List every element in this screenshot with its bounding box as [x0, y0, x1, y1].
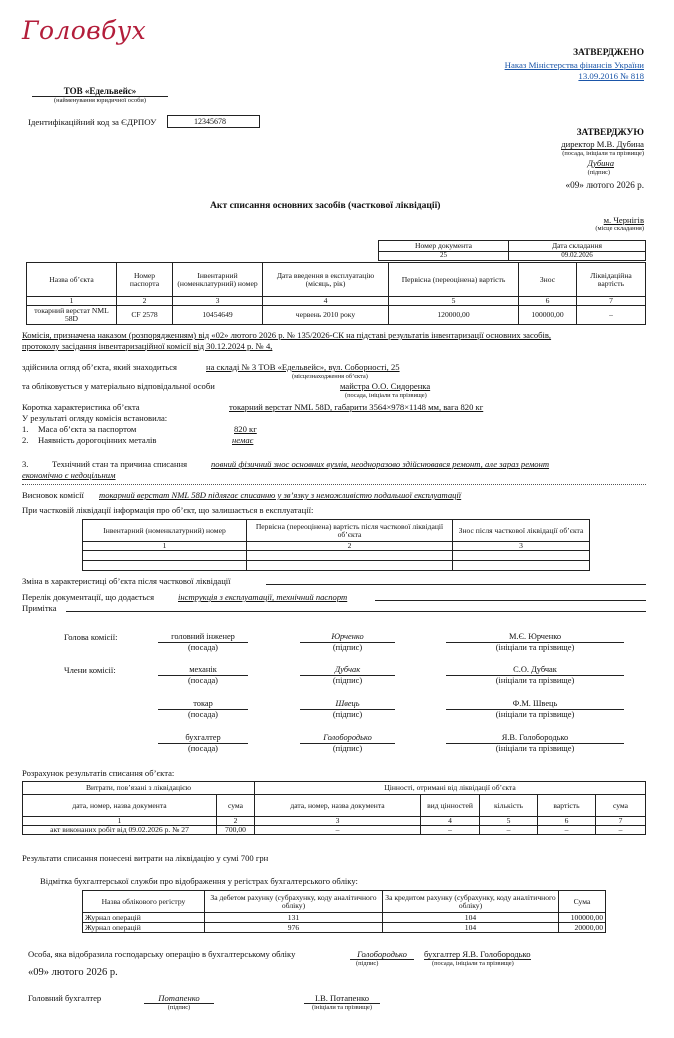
sig-sig-caption: (підпис) [332, 643, 363, 652]
sig-sig-3 [300, 699, 395, 719]
chief-label: Головний бухгалтер [28, 993, 102, 1003]
doc-date-value: 09.02.2026 [509, 252, 646, 261]
item3-value1: повний фізичний знос основних вузлів, неодноразово здійснювався ремонт, але зараз ремонт [211, 459, 550, 469]
note-label: Примітка [22, 603, 57, 613]
sig-pos-value: механік [158, 665, 248, 676]
main-header-liquidation: Ліквідаційна вартість [577, 263, 646, 297]
sig-pos-2 [158, 665, 248, 685]
partial-cell [453, 561, 590, 571]
partial-cell [83, 561, 247, 571]
main-num-5: 5 [389, 297, 519, 306]
calc-cell: – [538, 825, 596, 834]
main-cell-passport: CF 2578 [117, 306, 173, 325]
char-label: Коротка характеристика об’єкта [22, 402, 140, 412]
item2-value: немає [232, 435, 254, 445]
calc-cell: – [596, 825, 646, 834]
sig-name-caption: (ініціали та прізвище) [495, 643, 575, 652]
sig-pos-caption: (посада) [188, 710, 218, 719]
head-label: Голова комісії: [64, 632, 118, 642]
sig-name-value: Ф.М. Швець [446, 699, 624, 710]
item1-num: 1. [22, 424, 29, 434]
docs-label: Перелік документації, що додається [22, 592, 155, 602]
acc-header-register: Назва облікового регістру [83, 891, 205, 913]
partial-cell [247, 561, 453, 571]
main-header-cost: Первісна (переоцінена) вартість [389, 263, 519, 297]
partial-num-2: 2 [247, 542, 453, 551]
partial-cell [83, 551, 247, 561]
inspect-value: на складі № 3 ТОВ «Едельвейс», вул. Соборності, 25 [206, 362, 400, 372]
conclusion-label: Висновок комісії [22, 490, 84, 500]
doc-title: Акт списання основних засобів (часткової ліквідації) [210, 200, 441, 211]
calc-col-2: сума [217, 795, 255, 817]
changes-line [266, 584, 646, 585]
acc-cell-sum: 20000,00 [559, 923, 606, 933]
calc-col-1: дата, номер, назва документа [23, 795, 217, 817]
approve-signature: Дубина [587, 158, 614, 168]
doc-number-header: Номер документа [379, 241, 509, 252]
acc-cell-credit: 104 [383, 913, 559, 923]
calc-num: 6 [538, 817, 596, 826]
main-header-date: Дата введення в експлуатацію (місяць, рік) [263, 263, 389, 297]
acc-header-debit: За дебетом рахунку (субрахунку, коду аналітичного обліку) [205, 891, 383, 913]
partial-header-wear: Знос після часткової ліквідації об’єкта [453, 520, 590, 542]
calc-label: Розрахунок результатів списання об’єкта: [22, 768, 175, 778]
sig-pos-value: токар [158, 699, 248, 710]
calc-cell: акт виконаних робіт від 09.02.2026 р. № 27 [23, 825, 217, 834]
main-num-2: 2 [117, 297, 173, 306]
edrpou-label: Ідентифікаційний код за ЄДРПОУ [28, 117, 157, 127]
item3-value2: економічно є недоцільним [22, 470, 116, 480]
calc-col-6: вартість [538, 795, 596, 817]
sig-pos-1 [158, 632, 248, 652]
approve-title: ЗАТВЕРДЖУЮ [576, 128, 644, 138]
acc-cell-debit: 131 [205, 913, 383, 923]
approved-order-link[interactable]: Наказ Міністерства фінансів України [504, 60, 644, 70]
accounting-label: Відмітка бухгалтерської служби про відображення у регістрах бухгалтерського обліку: [40, 876, 358, 886]
inspect-label: здійснила огляд об’єкта, який знаходиться [22, 362, 177, 372]
logo: Головбух [22, 16, 147, 45]
calc-cell: – [421, 825, 480, 834]
sig-sig-caption: (підпис) [332, 710, 363, 719]
main-cell-cost: 120000,00 [389, 306, 519, 325]
docs-value: інструкція з експлуатації, технічний паспорт [178, 592, 348, 602]
main-num-7: 7 [577, 297, 646, 306]
sig-sig-caption: (підпис) [332, 744, 363, 753]
partial-num-3: 3 [453, 542, 590, 551]
partial-header-cost: Первісна (переоцінена) вартість після часткової ліквідації об’єкта [247, 520, 453, 542]
reflected-label: Особа, яка відобразила господарську операцію в бухгалтерському обліку [28, 949, 296, 959]
calc-cell: – [480, 825, 538, 834]
approved-order-date-link[interactable]: 13.09.2016 № 818 [578, 71, 644, 81]
main-header-passport: Номер паспорта [117, 263, 173, 297]
place-caption: (місце складання) [595, 225, 644, 232]
acc-cell-register: Журнал операцій [83, 923, 205, 933]
calc-col-4: вид цінностей [421, 795, 480, 817]
reflected-sig-caption: (підпис) [356, 960, 379, 967]
calc-col-7: сума [596, 795, 646, 817]
item1-value: 820 кг [234, 424, 257, 434]
calc-num: 4 [421, 817, 480, 826]
accounting-table [82, 890, 606, 933]
sig-name-1 [446, 632, 624, 652]
calc-num: 1 [23, 817, 217, 826]
sig-sig-2 [300, 665, 395, 685]
account-value: майстра О.О. Сидоренка [340, 381, 431, 391]
inspect-caption: (місцезнаходження об’єкта) [292, 373, 368, 380]
main-header-inventory: Інвентарний (номенклатурний) номер [173, 263, 263, 297]
chief-name: І.В. Потапенко [304, 993, 380, 1004]
sig-sig-caption: (підпис) [332, 676, 363, 685]
chief-sig: Потапенко [144, 993, 214, 1004]
sig-name-value: С.О. Дубчак [446, 665, 624, 676]
main-header-wear: Знос [519, 263, 577, 297]
main-cell-name: токарний верстат NML 58D [27, 306, 117, 325]
approve-signature-caption: (підпис) [587, 169, 610, 176]
calc-cell: 700,00 [217, 825, 255, 834]
main-table [26, 262, 646, 325]
item2-label: Наявність дорогоцінних металів [38, 435, 157, 445]
docs-line [375, 600, 646, 601]
members-label: Члени комісії: [64, 665, 116, 675]
divider-line [22, 484, 646, 485]
sig-pos-4 [158, 733, 248, 753]
sig-name-caption: (ініціали та прізвище) [495, 744, 575, 753]
sig-name-3 [446, 699, 624, 719]
sig-name-caption: (ініціали та прізвище) [495, 710, 575, 719]
note-line [66, 611, 646, 612]
reflected-name: бухгалтер Я.В. Голобородько [424, 949, 531, 959]
reflected-sig: Голобородько [350, 949, 414, 960]
account-caption: (посада, ініціали та прізвище) [345, 392, 427, 399]
main-cell-date: червень 2010 року [263, 306, 389, 325]
chief-sig-caption: (підпис) [167, 1004, 191, 1011]
partial-table [82, 519, 590, 571]
main-num-3: 3 [173, 297, 263, 306]
partial-label: При частковій ліквідації інформація про об’єкт, що залишається в експлуатації: [22, 505, 314, 515]
partial-cell [247, 551, 453, 561]
approve-who: директор М.В. Дубина [561, 139, 644, 149]
acc-header-credit: За кредитом рахунку (субрахунку, коду аналітичного обліку) [383, 891, 559, 913]
acc-cell-debit: 976 [205, 923, 383, 933]
doc-date-header: Дата складання [509, 241, 646, 252]
main-cell-wear: 100000,00 [519, 306, 577, 325]
reflected-date: «09» лютого 2026 р. [28, 967, 118, 978]
conclusion-value: токарний верстат NML 58D підлягає списанню у зв’язку з неможливістю подальшої експлуатації [99, 490, 462, 500]
acc-cell-register: Журнал операцій [83, 913, 205, 923]
sig-name-2 [446, 665, 624, 685]
sig-name-caption: (ініціали та прізвище) [495, 676, 575, 685]
sig-name-value: М.Є. Юрченко [446, 632, 624, 643]
approve-who-caption: (посада, ініціали та прізвище) [562, 150, 644, 157]
place: м. Чернігів [603, 215, 644, 225]
calc-num: 3 [255, 817, 421, 826]
doc-number-value: 25 [379, 252, 509, 261]
calc-num: 5 [480, 817, 538, 826]
calc-num: 2 [217, 817, 255, 826]
calc-num: 7 [596, 817, 646, 826]
sig-sig-1 [300, 632, 395, 652]
sig-pos-value: головний інженер [158, 632, 248, 643]
item1-label: Маса об’єкта за паспортом [38, 424, 137, 434]
commission-line1: Комісія, призначена наказом (розпорядженням) від «02» лютого 2026 р. № 135/2026-СК на підставі результатів інвентаризації основних засобів, [22, 330, 552, 340]
changes-label: Зміна в характеристиці об’єкта після часткової ліквідації [22, 576, 231, 586]
acc-header-sum: Сума [559, 891, 606, 913]
approve-date: «09» лютого 2026 р. [565, 180, 644, 190]
calc-col-3: дата, номер, назва документа [255, 795, 421, 817]
main-header-name: Назва об’єкта [27, 263, 117, 297]
calc-cell: – [255, 825, 421, 834]
calc-table [22, 781, 646, 835]
calc-values-header: Цінності, отримані від ліквідації об’єкта [255, 782, 646, 795]
sig-pos-caption: (посада) [188, 676, 218, 685]
main-cell-inventory: 10454649 [173, 306, 263, 325]
org-name-caption: (найменування юридичної особи) [54, 97, 146, 104]
main-cell-liquidation: – [577, 306, 646, 325]
account-label: та обліковується у матеріально відповідальної особи [22, 381, 215, 391]
reflected-name-caption: (посада, ініціали та прізвище) [432, 960, 514, 967]
item3-label: Технічний стан та причина списання [52, 459, 188, 469]
sig-pos-caption: (посада) [188, 744, 218, 753]
partial-header-inventory: Інвентарний (номенклатурний) номер [83, 520, 247, 542]
approved-title: ЗАТВЕРДЖЕНО [573, 48, 644, 58]
found-label: У результаті огляду комісія встановила: [22, 413, 168, 423]
main-num-1: 1 [27, 297, 117, 306]
item2-num: 2. [22, 435, 29, 445]
main-num-4: 4 [263, 297, 389, 306]
sig-signature: Голобородько [300, 733, 395, 744]
sig-signature: Швець [300, 699, 395, 710]
partial-num-1: 1 [83, 542, 247, 551]
chief-name-caption: (ініціали та прізвище) [312, 1004, 372, 1011]
sig-name-value: Я.В. Голобородько [446, 733, 624, 744]
sig-pos-caption: (посада) [188, 643, 218, 652]
sig-pos-value: бухгалтер [158, 733, 248, 744]
item3-num: 3. [22, 459, 29, 469]
acc-cell-sum: 100000,00 [559, 913, 606, 923]
main-num-6: 6 [519, 297, 577, 306]
calc-col-5: кількість [480, 795, 538, 817]
edrpou-field: 12345678 [167, 115, 260, 128]
sig-signature: Юрченко [300, 632, 395, 643]
calc-expenses-header: Витрати, пов’язані з ліквідацією [23, 782, 255, 795]
sig-pos-3 [158, 699, 248, 719]
char-value: токарний верстат NML 58D, габарити 3564×978×1148 мм, вага 820 кг [229, 402, 484, 412]
doc-number-table [378, 240, 646, 261]
result-text: Результати списання понесені витрати на ліквідацію у сумі 700 грн [22, 853, 269, 863]
sig-name-4 [446, 733, 624, 753]
sig-sig-4 [300, 733, 395, 753]
acc-cell-credit: 104 [383, 923, 559, 933]
partial-cell [453, 551, 590, 561]
sig-signature: Дубчак [300, 665, 395, 676]
org-name: ТОВ «Едельвейс» [32, 86, 168, 97]
commission-line2: протоколу засідання інвентаризаційної комісії від 30.12.2024 р. № 4, [22, 341, 273, 351]
